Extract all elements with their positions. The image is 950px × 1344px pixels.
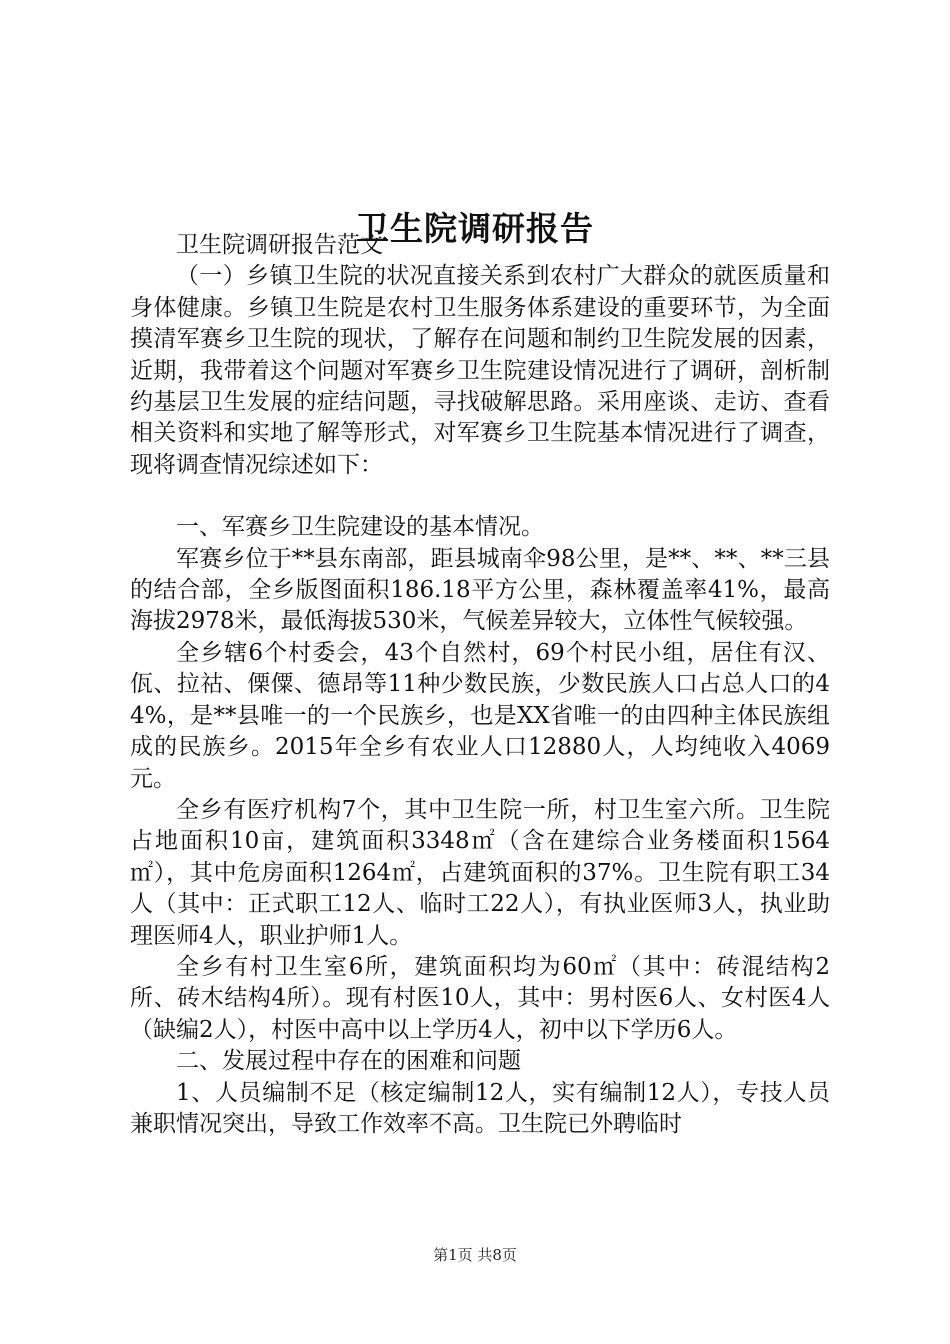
subtitle-paragraph: 卫生院调研报告范文 (176, 232, 383, 258)
section-heading-1: 一、军赛乡卫生院建设的基本情况。 (176, 514, 544, 541)
section-heading-2: 二、发展过程中存在的困难和问题 (176, 1048, 521, 1075)
document-body (130, 230, 830, 1140)
paragraph-staffing-issue: 1、人员编制不足（核定编制12人，实有编制12人），专技人员兼职情况突出，导致工作效率不高。卫生院已外聘临时 (130, 1079, 830, 1137)
page-number-footer: 第1页 共8页 (433, 1246, 517, 1264)
intro-paragraph: （一）乡镇卫生院的状况直接关系到农村广大群众的就医质量和身体健康。乡镇卫生院是农村卫生服务体系建设的重要环节，为全面摸清军赛乡卫生院的现状，了解存在问题和制约卫生院发展的因素，近期，我带着这个问题对军赛乡卫生院建设情况进行了调研，剖析制约基层卫生发展的症结问题，寻找破解思路。采用座谈、走访、查看相关资料和实地了解等形式，对军赛乡卫生院基本情况进行了调查，现将调查情况综述如下： (130, 263, 830, 478)
document-title: 卫生院调研报告 (356, 209, 594, 249)
paragraph-village-clinics: 全乡有村卫生室6所，建筑面积均为60㎡（其中：砖混结构2所、砖木结构4所）。现有村医10人，其中：男村医6人、女村医4人（缺编2人），村医中高中以上学历4人，初中以下学历6人。 (130, 953, 830, 1043)
paragraph-location: 军赛乡位于**县东南部，距县城南伞98公里，是**、**、**三县的结合部，全乡版图面积186.18平方公里，森林覆盖率41%，最高海拔2978米，最低海拔530米，气候差异较大，立体性气候较强。 (130, 545, 830, 635)
paragraph-medical-institutions: 全乡有医疗机构7个，其中卫生院一所，村卫生室六所。卫生院占地面积10亩，建筑面积3348㎡（含在建综合业务楼面积1564㎡），其中危房面积1264㎡，占建筑面积的37%。卫生院有职工34人（其中：正式职工12人、临时工22人），有执业医师3人，执业助理医师4人，职业护师1人。 (130, 796, 830, 949)
paragraph-population: 全乡辖6个村委会，43个自然村，69个村民小组，居住有汉、佤、拉祜、傈僳、德昂等11种少数民族，少数民族人口占总人口的44%，是**县唯一的一个民族乡，也是XX省唯一的由四种主体民族组成的民族乡。2015年全乡有农业人口12880人，人均纯收入4069元。 (130, 639, 830, 792)
